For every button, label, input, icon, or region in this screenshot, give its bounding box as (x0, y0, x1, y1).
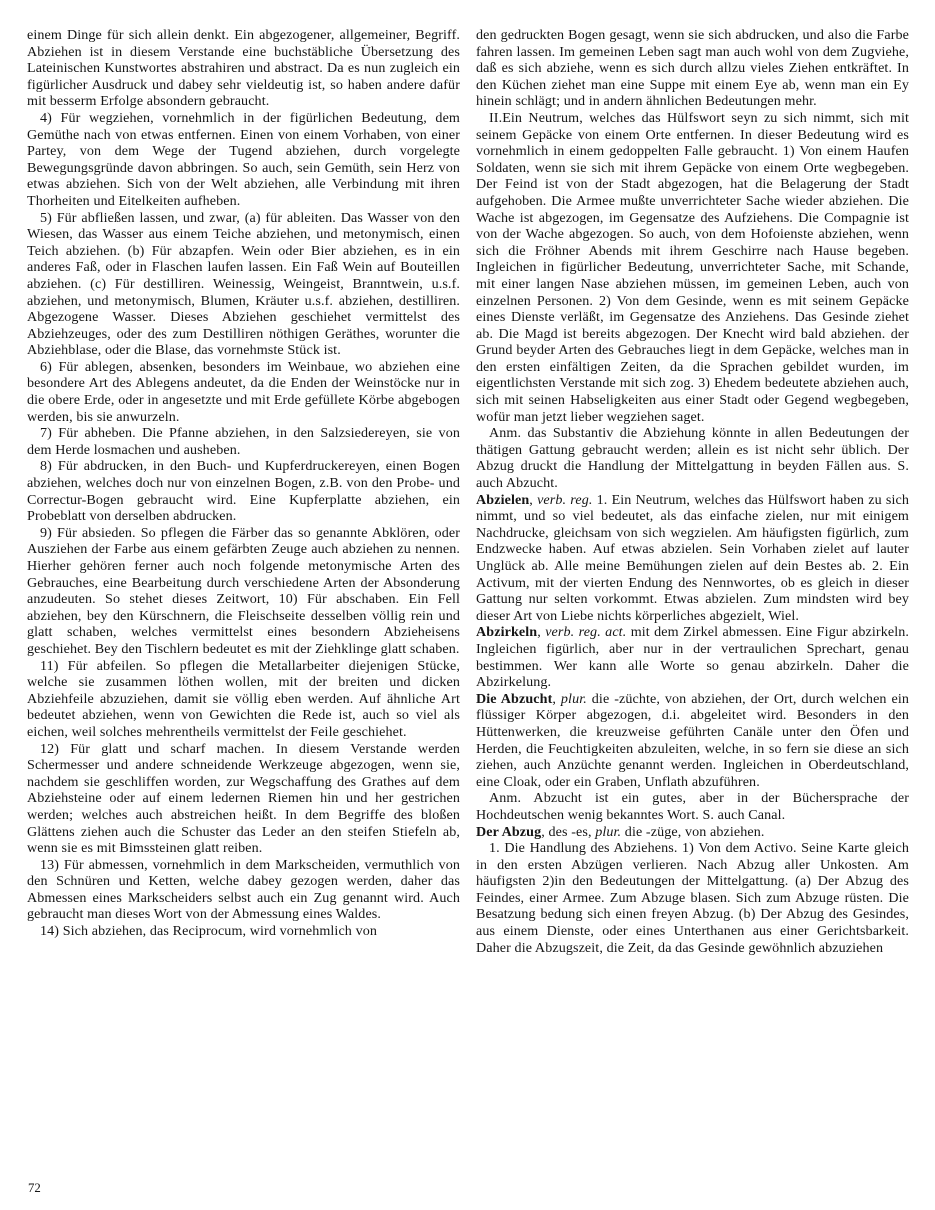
paragraph (27, 923, 460, 940)
text-columns (27, 27, 909, 956)
text-run: 4) Für wegziehen, vornehmlich in der figürlichen Bedeutung, dem Gemüthe nach von etwas entfernen. Einen von einem Vorhaben, von einer Partey, von dem Wege der Tugend abziehen, durch vorgelegte Bewegungsgründe davon abbringen. So auch, sein Gemüth, sein Herz von etwas abziehen. Sich von der Welt abziehen, alle Verbindung mit ihren Thorheiten und Eitelkeiten aufheben. (27, 109, 460, 209)
paragraph (476, 425, 909, 491)
paragraph (27, 658, 460, 741)
text-run: die -züchte, von abziehen, der Ort, durch welchen ein flüssiger Körper abgezogen, d.i. abgeleitet wird. Besonders in den Hüttenwerken, die kreuzweise geführten Canäle unter den Öfen und Herden, die Feuchtigkeiten abzuleiten, welche, in so fern sie diese an sich ziehen, auch Anzüchte genannt werden. Ingleichen in Oberdeutschland, eine Cloak, oder ein Graben, Unflath abzuführen. (476, 690, 909, 790)
text-run: 14) Sich abziehen, das Reciprocum, wird vornehmlich von (40, 923, 378, 940)
text-run: mit dem Zirkel abmessen. Eine Figur abzirkeln. Ingleichen figürlich, aber nur in der vertraulichen Sprechart, genau bestimmen. Wer kann alle Worte so genau abzirkeln. Daher die Abzirkelung. (476, 624, 909, 691)
text-run: 6) Für ablegen, absenken, besonders im Weinbaue, wo abziehen eine besondere Art des Ablegens andeutet, da die Enden der Weinstöcke nur in die obere Erde, oder in angesetzte und mit Erde gefüllete Körbe abgebogen werden, bis sie anwurzeln. (27, 358, 460, 425)
paragraph (476, 840, 909, 956)
text-run: , (537, 624, 546, 641)
text-run: plur. (560, 690, 587, 707)
paragraph (27, 425, 460, 458)
text-run: plur. (595, 823, 622, 840)
paragraph (476, 790, 909, 823)
text-run: verb. reg. act. (545, 624, 627, 641)
text-run: II.Ein Neutrum, welches das Hülfswort seyn zu sich nimmt, sich mit seinem Gepäcke von einem Orte entfernen. In dieser Bedeutung wird es vornehmlich in einem gedoppelten Falle gebraucht. 1) Von einem Haufen Soldaten, wenn sie sich mit ihrem Gepäcke von einem Orte wegbegeben. Der Feind ist von der Stadt abgezogen, hat die Belagerung der Stadt aufgehoben. Die Armee mußte unverrichteter Sache wieder abziehen. Die Wache ist abgezogen, im Gegensatze des Aufziehens. Die Compagnie ist von der Wache abgezogen. So auch, von dem Hofoienste abziehen, wenn sich die Fröhner Abends mit ihrem Geschirre nach Hause begeben. Ingleichen in figürlicher Bedeutung, unverrichteter Sache, mit Schande, mit einer langen Nase abziehen müssen, im gemeinen Leben, auch von einzelnen Personen. 2) Von dem Gesinde, wenn es mit seinem Gepäcke eines Dienste verläßt, im Gegensatze des Anziehens. Das Gesinde ziehet ab. Die Magd ist bereits abgezogen. Der Knecht wird bald abziehen. der Grund beyder Arten des Gebrauches liegt in dem Gepäcke, welches man in den ersten einfältigen Zeiten, da die Sprachen gebildet wurden, im eigentlichsten Verstande mit sich zog. 3) Ehedem bedeutete abziehen auch, sich mit seinen Habseligkeiten aus einer Stadt oder Gegend wegbegeben, wofür man jetzt lieber wegziehen saget. (476, 109, 909, 425)
paragraph (27, 27, 460, 110)
paragraph (27, 525, 460, 658)
entry-headword: Der Abzug (476, 823, 542, 840)
text-run: 1. Ein Neutrum, welches das Hülfswort haben zu sich nimmt, und so viel bedeutet, als das einfache zielen, nur mit einigem Nachdrucke, gleichsam von sich wegzielen. Am häufigsten figürlich, zum Endzwecke haben. Auf etwas abzielen. Sein Vorhaben zielet auf lauter Unglück ab. Alle meine Bemühungen zielen auf dein Bestes ab. 2. Ein Activum, mit der vierten Endung des Nennwortes, ob es gleich in dieser Gattung nur selten vorkommt. Etwas abzielen. Zum mindsten wird bey dieser Art von Liebe nichts körperliches abgezielt, Wiel. (476, 491, 909, 624)
text-run: , des -es, (541, 823, 596, 840)
text-run: 5) Für abfließen lassen, und zwar, (a) für ableiten. Das Wasser von den Wiesen, das Wasser aus einem Teiche abziehen, und metonymisch, einen Teich abziehen. (b) Für abzapfen. Wein oder Bier abziehen, es in ein anderes Faß, oder in Flaschen laufen lassen. Ein Faß Wein auf Bouteillen abziehen. (c) Für destilliren. Weinessig, Weingeist, Branntwein, u.s.f. abziehen, und metonymisch, Blumen, Kräuter u.s.f. abziehen, destilliren. Abgezogene Wasser. Dieses Abziehen geschiehet vermittelst des Abziehzeuges, oder des zum Destilliren nöthigen Geräthes, worunter die Abziehblase, oder die Blase, das vornehmste Stück ist. (27, 209, 460, 359)
text-run: Anm. Abzucht ist ein gutes, aber in der Büchersprache der Hochdeutschen wenig bekanntes Wort. S. auch Canal. (476, 790, 909, 823)
text-run: 12) Für glatt und scharf machen. In diesem Verstande werden Schermesser und andere schneidende Werkzeuge abgezogen, wenn sie, nachdem sie geschliffen worden, zur Wegschaffung des Grathes auf dem Abziehsteine oder auf einem ledernen Riemen hin und her gestrichen werden; welches auch abstreichen heißt. In dem Begriffe des bloßen Glättens ziehen auch die Schuster das Leder an den steifen Stiefeln ab, wenn sie es mit Bimssteinen glatt reiben. (27, 740, 460, 857)
page-number: 72 (28, 1181, 41, 1195)
paragraph (476, 824, 909, 841)
paragraph (27, 458, 460, 524)
paragraph (476, 691, 909, 791)
text-run: , (529, 491, 538, 508)
text-run: , (552, 690, 561, 707)
text-run: 9) Für absieden. So pflegen die Färber das so genannte Abklören, oder Ausziehen der Farbe aus einem gefärbten Zeuge auch abziehen zu nennen. Hierher gehören ferner auch noch folgende metonymische Arten des Gebrauches, eine Bearbeitung durch verschiedene Arten der Absonderung anzudeuten. So stehet dieses Zeitwort, 10) Für abschaben. Ein Fell abziehen, bey den Kürschnern, die Fleischseite desselben völlig rein und glatt schaben, welches vermittelst eines besondern Abzieheisens geschiehet. Bey den Tischlern bedeutet es mit der Ziehklinge glatt schaben. (27, 524, 460, 657)
entry-headword: Die Abzucht (476, 690, 553, 707)
paragraph (476, 27, 909, 110)
paragraph (27, 210, 460, 359)
text-run: 13) Für abmessen, vornehmlich in dem Markscheiden, vermuthlich von den Schnüren und Ketten, welche dabey gezogen werden, daher das Abmessen eines Markscheiders selbst auch ein Zug genannt wird. Auch gebraucht man dieses Wort von der Abmessung eines Waldes. (27, 856, 460, 923)
text-run: 11) Für abfeilen. So pflegen die Metallarbeiter diejenigen Stücke, welche sie zusammen löthen wollen, mit der breiten und dicken Abziehfeile abzuziehen, damit sie völlig eben werden. Auf ähnliche Art bedeutet abziehen, wenn von Gewichten die Rede ist, auch so viel als eichen, weil solches mehrentheils vermittelst der Feile geschiehet. (27, 657, 460, 740)
paragraph (27, 741, 460, 857)
left-column (27, 27, 460, 956)
paragraph (27, 359, 460, 425)
entry-headword: Abzirkeln (476, 624, 538, 641)
paragraph (476, 492, 909, 625)
text-run: den gedruckten Bogen gesagt, wenn sie sich abdrucken, und also die Farbe fahren lassen. Im gemeinen Leben sagt man auch wohl von dem Zugviehe, daß es sich abziehe, wenn es sich durch allzu vieles Ziehen entkräftet. In den Küchen ziehet man eine Suppe mit einem Eye ab, wenn man ein Ey hinein schlägt; und in andern ähnlichen Bedeutungen mehr. (476, 27, 909, 110)
text-run: Anm. das Substantiv die Abziehung könnte in allen Bedeutungen der thätigen Gattung gebraucht werden; allein es ist nicht sehr üblich. Der Abzug druckt die Handlung der Mittelgattung in beyden Fällen aus. S. auch Abzucht. (476, 425, 909, 492)
text-run: 7) Für abheben. Die Pfanne abziehen, in den Salzsiedereyen, sie von dem Herde losmachen und ausheben. (27, 425, 460, 458)
paragraph (476, 110, 909, 425)
text-run: 8) Für abdrucken, in den Buch- und Kupferdruckereyen, einen Bogen abziehen, welches doch nur von einzelnen Bogen, z.B. von den Probe- und Correctur-Bogen gebraucht wird. Eine Kupferplatte abziehen, ein Probeblatt von derselben abdrucken. (27, 458, 460, 525)
text-run: verb. reg. (537, 491, 593, 508)
paragraph (476, 624, 909, 690)
right-column (476, 27, 909, 956)
entry-headword: Abzielen (476, 491, 530, 508)
paragraph (27, 857, 460, 923)
text-run: 1. Die Handlung des Abziehens. 1) Von dem Activo. Seine Karte gleich in den ersten Abzügen verlieren. Nach Abzug aller Unkosten. Am häufigsten 2)in den Bedeutungen der Mittelgattung. (a) Der Abzug des Feindes, einer Armee. Zum Abzuge blasen. Sich zum Abzuge rüsten. Die Besatzung bedung sich einen freyen Abzug. (b) Der Abzug des Gesindes, aus einem Dienste, oder eines Unterthanen aus einer Gerichtsbarkeit. Daher die Abzugszeit, die Zeit, da das Gesinde gewöhnlich abzuziehen (476, 840, 909, 956)
text-run: die -züge, von abziehen. (621, 823, 765, 840)
paragraph (27, 110, 460, 210)
text-run: einem Dinge für sich allein denkt. Ein abgezogener, allgemeiner, Begriff. Abziehen ist in diesem Verstande eine buchstäbliche Übersetzung des Lateinischen Kunstwortes abstrahiren und abstract. Da es nun zugleich ein figürlicher Ausdruck und dabey sehr vieldeutig ist, so haben andere dafür mit besserm Erfolge absondern gebraucht. (27, 27, 460, 110)
